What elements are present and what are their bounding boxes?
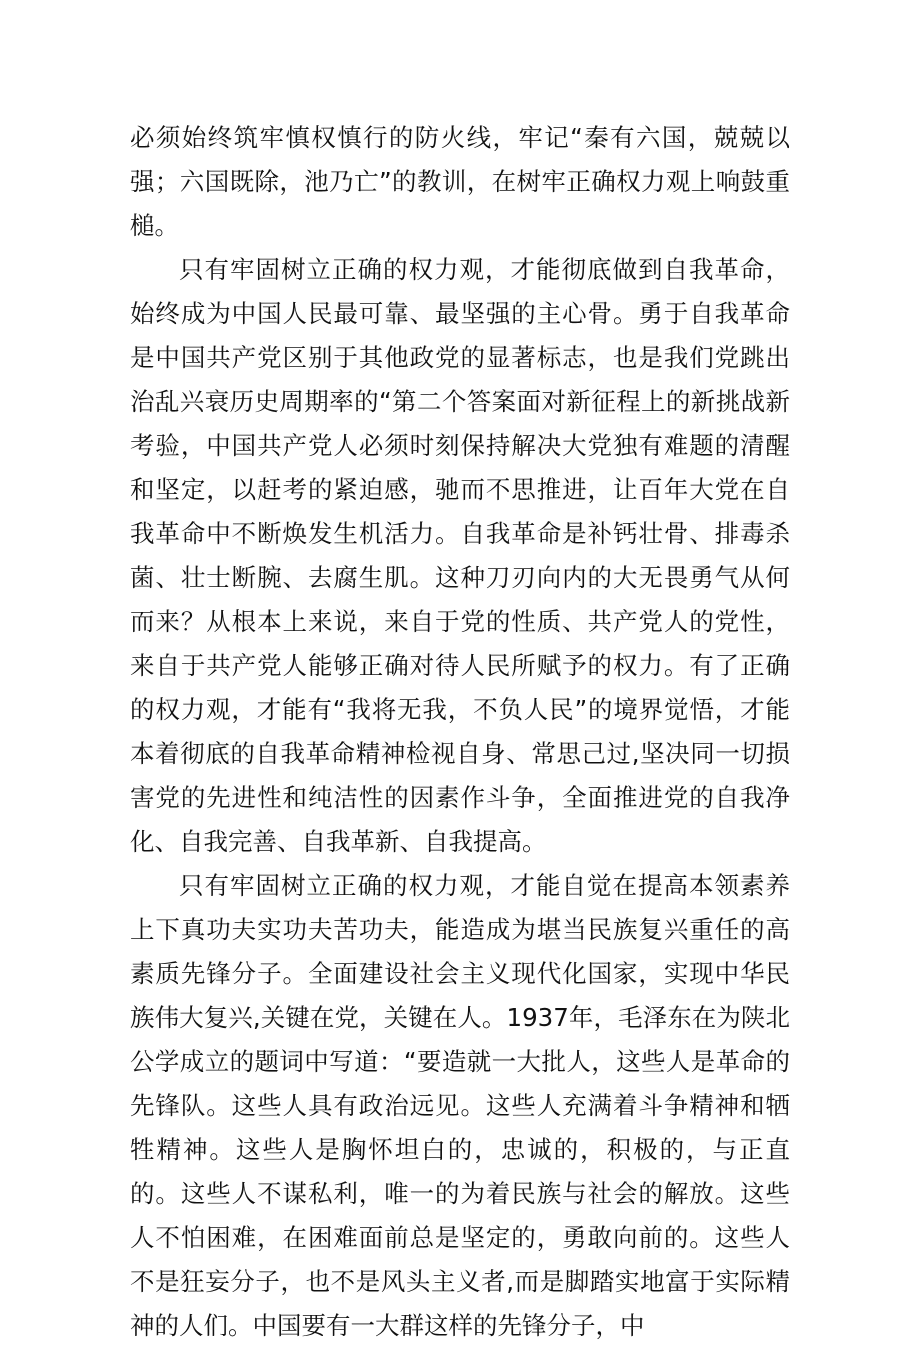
paragraph-1: 必须始终筑牢慎权慎行的防火线，牢记“秦有六国，兢兢以强；六国既除，池乃亡”的教训，在树牢正确权力观上响鼓重槌。 xyxy=(130,123,790,240)
paragraph-2: 只有牢固树立正确的权力观，才能彻底做到自我革命，始终成为中国人民最可靠、最坚强的主心骨。勇于自我革命是中国共产党区别于其他政党的显著标志，也是我们党跳出治乱兴衰历史周期率的“第二个答案面对新征程上的新挑战新考验，中国共产党人必须时刻保持解决大党独有难题的清醒和坚定，以赶考的紧迫感，驰而不思推进，让百年大党在自我革命中不断焕发生机活力。自我革命是补钙壮骨、排毒杀菌、壮士断腕、去腐生肌。这种刀刃向内的大无畏勇气从何而来？从根本上来说，来自于党的性质、共产党人的党性，来自于共产党人能够正确对待人民所赋予的权力。有了正确的权力观，才能有“我将无我，不负人民”的境界觉悟，才能本着彻底的自我革命精神检视自身、常思己过,坚决同一切损害党的先进性和纯洁性的因素作斗争，全面推进党的自我净化、自我完善、自我革新、自我提高。 xyxy=(130,255,790,856)
document-page xyxy=(130,116,790,1348)
paragraph-3: 只有牢固树立正确的权力观，才能自觉在提高本领素养上下真功夫实功夫苦功夫，能造成为堪当民族复兴重任的高素质先锋分子。全面建设社会主义现代化国家，实现中华民族伟大复兴,关键在党，关键在人。1937年，毛泽东在为陕北公学成立的题词中写道：“要造就一大批人，这些人是革命的先锋队。这些人具有政治远见。这些人充满着斗争精神和牺牲精神。这些人是胸怀坦白的，忠诚的，积极的，与正直的。这些人不谋私利，唯一的为着民族与社会的解放。这些人不怕困难，在困难面前总是坚定的，勇敢向前的。这些人不是狂妄分子，也不是风头主义者,而是脚踏实地富于实际精神的人们。中国要有一大群这样的先锋分子，中 xyxy=(130,871,790,1340)
